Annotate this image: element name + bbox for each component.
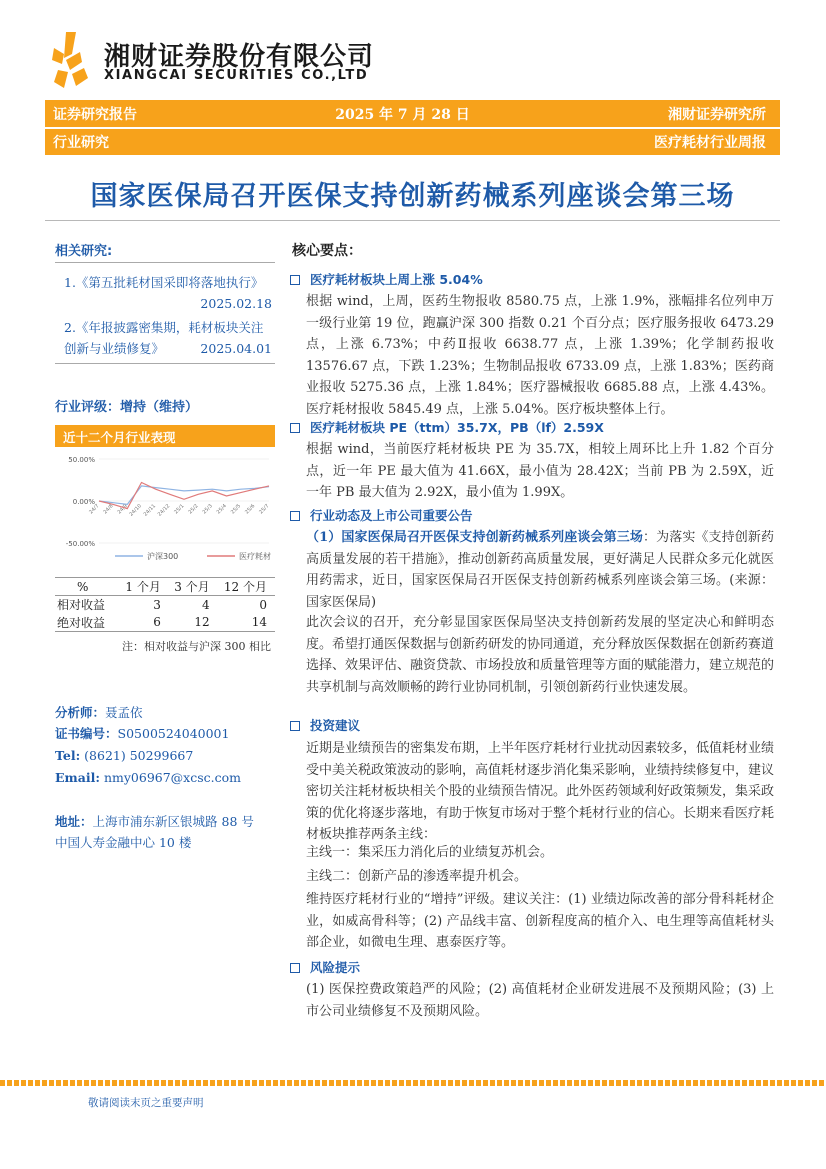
analyst-label: 分析师： bbox=[55, 705, 106, 720]
report-type: 证券研究报告 bbox=[53, 106, 137, 123]
column-header: 12 个月 bbox=[218, 578, 275, 596]
sidebar-divider bbox=[55, 262, 275, 263]
checkbox-bullet-icon bbox=[290, 963, 300, 973]
x-tick-label: 25/6 bbox=[244, 503, 257, 516]
tel-label: Tel: bbox=[55, 748, 81, 763]
related-item-date: 2025.02.18 bbox=[200, 296, 272, 311]
y-tick-label: 0.00% bbox=[72, 498, 95, 506]
y-tick-label: -50.00% bbox=[65, 540, 95, 548]
table-cell: 相对收益 bbox=[57, 598, 106, 613]
disclaimer-note: 敬请阅读末页之重要声明 bbox=[88, 1097, 204, 1109]
table-cell: 0 bbox=[259, 597, 267, 612]
table-cell: 4 bbox=[202, 597, 210, 612]
legend-label: 医疗耗材 bbox=[239, 552, 271, 561]
company-name-en: XIANGCAI SECURITIES CO.,LTD bbox=[104, 68, 369, 83]
address-label: 地址： bbox=[55, 814, 93, 829]
company-logo bbox=[52, 30, 392, 92]
header-bar-bottom bbox=[45, 129, 780, 155]
certificate-label: 证书编号： bbox=[55, 726, 118, 741]
section-heading bbox=[290, 958, 360, 976]
related-item[interactable] bbox=[64, 317, 272, 359]
performance-heading: 近十二个月行业表现 bbox=[55, 425, 275, 447]
column-header: 3 个月 bbox=[169, 578, 218, 596]
certificate-number: S0500524040001 bbox=[117, 726, 230, 741]
x-tick-label: 24/7 bbox=[88, 503, 101, 516]
report-date: 2025 年 7 月 28 日 bbox=[335, 106, 470, 123]
column-header: 1 个月 bbox=[120, 578, 169, 596]
related-research-heading: 相关研究: bbox=[55, 244, 113, 259]
checkbox-bullet-icon bbox=[290, 275, 300, 285]
tel-number: (8621) 50299667 bbox=[84, 748, 194, 763]
sidebar-divider bbox=[55, 363, 275, 364]
section-heading-text: 行业动态及上市公司重要公告 bbox=[310, 508, 473, 523]
related-item-title: 2.《年报披露密集期，耗材板块关注创新与业绩修复》 bbox=[64, 320, 264, 356]
legend-label: 沪深300 bbox=[147, 552, 179, 561]
x-tick-label: 25/2 bbox=[187, 503, 200, 516]
paragraph: 此次会议的召开，充分彰显国家医保局坚决支持创新药发展的坚定决心和鲜明态度。希望打通医保数据与创新药研发的协同通道，充分释放医保数据在创新药赛道选择、效果评估、融资贷款、市场投放和质量管理等方面的赋能潜力，建立规范的共享机制与高效顺畅的跨行业协同机制，引领创新药行业快速发展。 bbox=[306, 615, 775, 695]
x-tick-label: 25/1 bbox=[173, 503, 186, 516]
x-tick-label: 24/10 bbox=[128, 503, 143, 518]
section-heading-text: 投资建议 bbox=[310, 718, 361, 733]
address-line-1: 上海市浦东新区银城路 88 号 bbox=[92, 814, 254, 829]
paragraph: 根据 wind，上周，医药生物报收 8580.75 点，上涨 1.9%，涨幅排名位列申万一级行业第 19 位，跑赢沪深 300 指数 0.21 个百分点；医疗服务报收 6473.29 点，上涨 6.73%；中药Ⅱ报收 6638.77 点，上涨 1.39%；化学制药报收 13576.67 点，下跌 1.23%；生物制品报收 6733.09 点，上涨 1.83%；医药商业报收 5275.36 点，上涨 1.84%；医疗器械报收 6685.88 点，上涨 4.43%。医疗耗材报收 5845.49 点，上涨 5.04%。医疗板块整体上行。 bbox=[306, 294, 774, 417]
xiangcai-logo-icon bbox=[52, 30, 98, 90]
related-item-title: 1.《第五批耗材国采即将落地执行》 bbox=[64, 275, 264, 290]
x-tick-label: 25/3 bbox=[201, 503, 214, 516]
table-cell: 12 bbox=[169, 614, 218, 632]
table-header-row bbox=[55, 578, 275, 596]
performance-chart bbox=[55, 449, 275, 569]
y-tick-label: 50.00% bbox=[68, 456, 95, 464]
tel-line bbox=[55, 745, 193, 766]
paragraph bbox=[306, 527, 774, 613]
performance-table bbox=[55, 577, 275, 632]
paragraph: (1) 医保控费政策趋严的风险；(2) 高值耗材企业研发进展不及预期风险；(3) 上市公司业绩修复不及预期风险。 bbox=[306, 982, 774, 1019]
column-header: % bbox=[55, 578, 120, 596]
institute-name: 湘财证券研究所 bbox=[668, 106, 766, 123]
table-cell: 6 bbox=[120, 614, 169, 632]
industry-rating: 行业评级：增持（维持） bbox=[55, 400, 199, 415]
certificate-line bbox=[55, 723, 229, 744]
research-category: 行业研究 bbox=[53, 135, 109, 151]
section-heading bbox=[290, 270, 483, 288]
section-heading bbox=[290, 716, 360, 734]
email-label: Email: bbox=[55, 770, 100, 785]
paragraph: 主线一：集采压力消化后的业绩复苏机会。 bbox=[306, 845, 554, 860]
checkbox-bullet-icon bbox=[290, 721, 300, 731]
x-tick-label: 24/8 bbox=[102, 503, 115, 516]
address-line bbox=[55, 811, 254, 832]
header-bar-top bbox=[45, 100, 780, 127]
section-heading-text: 医疗耗材板块 PE（ttm）35.7X，PB（lf）2.59X bbox=[310, 420, 604, 435]
core-points-title: 核心要点： bbox=[292, 243, 362, 259]
analyst-line bbox=[55, 702, 143, 723]
title-divider bbox=[45, 220, 780, 221]
related-item[interactable] bbox=[64, 272, 272, 314]
section-heading-text: 风险提示 bbox=[310, 960, 361, 975]
paragraph: 近期是业绩预告的密集发布期，上半年医疗耗材行业扰动因素较多，低值耗材业绩受中美关税政策波动的影响，高值耗材逐步消化集采影响，业绩持续修复中，建议密切关注耗材板块相关个股的业绩预告情况。此外医药领域利好政策频发，集采政策的优化将逐步落地，有助于恢复市场对于整个耗材行业的信心。长期来看医疗耗材板块推荐两条主线： bbox=[306, 741, 775, 842]
paragraph: 主线二：创新产品的渗透率提升机会。 bbox=[306, 869, 528, 884]
news-body: ：为落实《支持创新药高质量发展的若干措施》，推动创新药高质量发展，更好满足人民群众多元化就医用药需求，近日，国家医保局召开医保支持创新药械系列座谈会第三场。(来源：国家医保局) bbox=[306, 530, 774, 610]
checkbox-bullet-icon bbox=[290, 511, 300, 521]
series-line bbox=[99, 486, 269, 505]
checkbox-bullet-icon bbox=[290, 423, 300, 433]
x-tick-label: 24/11 bbox=[142, 503, 158, 518]
report-series: 医疗耗材行业周报 bbox=[654, 135, 766, 151]
paragraph: 根据 wind，当前医疗耗材板块 PE 为 35.7X，相较上周环比上升 1.82 个百分点，近一年 PE 最大值为 41.66X，最小值为 28.42X；当前 PB 为 2.59X，近一年 PB 最大值为 2.92X，最小值为 1.99X。 bbox=[306, 442, 774, 500]
email-address[interactable]: nmy06967@xcsc.com bbox=[103, 770, 242, 785]
x-tick-label: 25/4 bbox=[215, 503, 228, 516]
company-name-cn: 湘财证券股份有限公司 bbox=[104, 42, 375, 72]
x-tick-label: 24/12 bbox=[156, 503, 172, 518]
x-tick-label: 24/9 bbox=[116, 503, 129, 516]
chart-note: 注：相对收益与沪深 300 相比 bbox=[122, 640, 271, 653]
section-heading bbox=[290, 418, 604, 436]
table-row bbox=[55, 614, 275, 632]
footer-divider bbox=[0, 1080, 826, 1086]
address-line-2: 中国人寿金融中心 10 楼 bbox=[55, 835, 192, 850]
paragraph: 维持医疗耗材行业的“增持”评级。建议关注：(1) 业绩边际改善的部分骨科耗材企业，如威高骨科等；(2) 产品线丰富、创新程度高的植介入、电生理等高值耗材头部企业，如微电生理、惠泰医疗等。 bbox=[306, 892, 774, 950]
table-row bbox=[55, 596, 275, 614]
email-line[interactable] bbox=[55, 767, 241, 788]
related-item-date: 2025.04.01 bbox=[200, 341, 272, 356]
document-title: 国家医保局召开医保支持创新药械系列座谈会第三场 bbox=[90, 181, 735, 212]
section-heading bbox=[290, 506, 473, 524]
table-cell: 14 bbox=[218, 614, 275, 632]
analyst-name: 聂孟依 bbox=[105, 705, 143, 720]
table-cell: 3 bbox=[153, 597, 161, 612]
x-tick-label: 25/5 bbox=[229, 503, 243, 516]
x-tick-label: 25/7 bbox=[258, 503, 271, 516]
section-heading-text: 医疗耗材板块上周上涨 5.04% bbox=[310, 272, 483, 287]
table-cell: 绝对收益 bbox=[55, 614, 120, 632]
news-headline: （1）国家医保局召开医保支持创新药械系列座谈会第三场 bbox=[306, 530, 643, 545]
